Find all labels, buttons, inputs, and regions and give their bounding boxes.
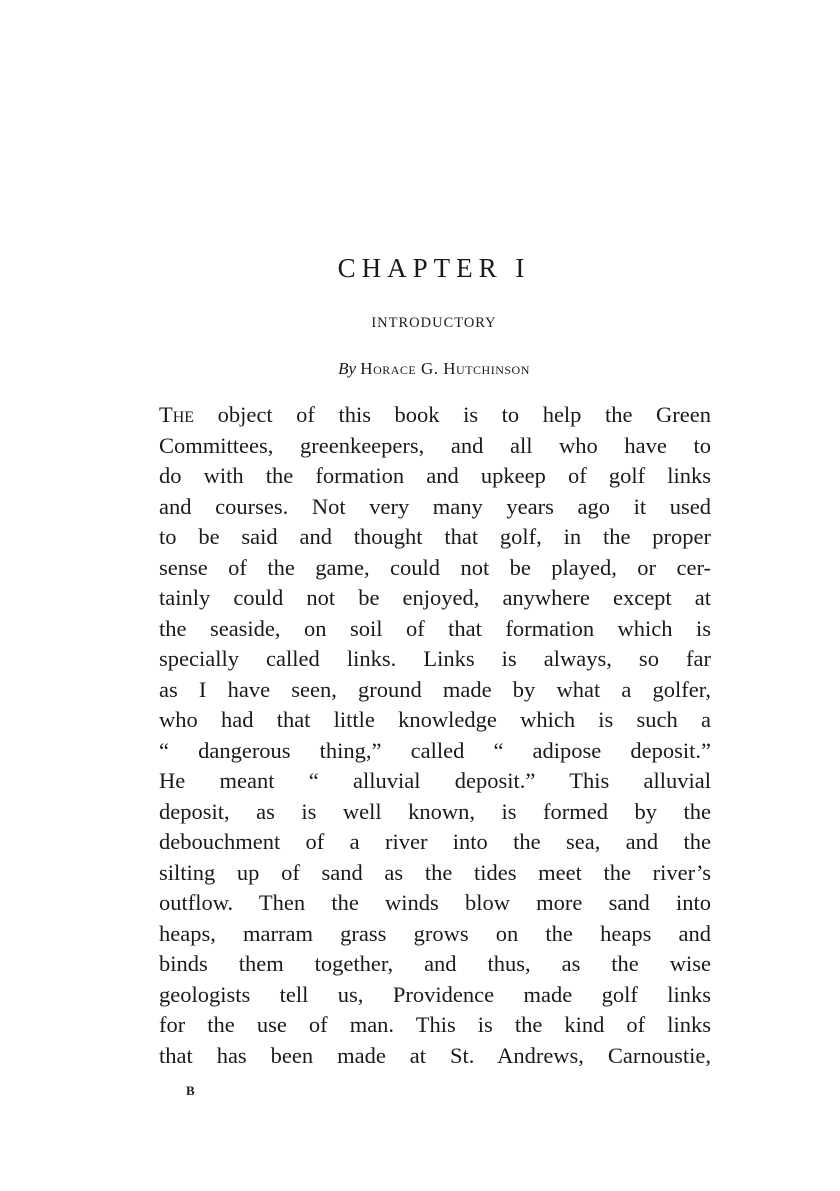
text-line: to be said and thought that golf, in the proper [159,524,711,549]
text-line: deposit, as is well known, is formed by the [159,798,711,824]
text-line: for the use of man. This is the kind of links [159,1012,711,1037]
text-line: tainly could not be enjoyed, anywhere except at [159,585,711,610]
text-line: debouchment of a river into the sea, and the [159,829,711,854]
text-line: who had that little knowledge which is such a [159,707,711,732]
text-line-content: object of this book is to help the Green [194,402,711,427]
byline-prefix: By [338,359,357,378]
text-line: He meant “ alluvial deposit.” This alluvial [159,768,711,793]
text-line: binds them together, and thus, as the wise [159,951,711,976]
section-title: INTRODUCTORY [371,315,497,331]
text-line [159,400,711,431]
byline [0,358,840,380]
chapter-title: CHAPTER I [337,253,531,283]
text-line: the seaside, on soil of that formation which is [159,615,711,641]
text-line: outflow. Then the winds blow more sand into [159,890,711,915]
opening-word: The [159,402,195,427]
author-name: Horace G. Hutchinson [360,359,530,378]
text-line: as I have seen, ground made by what a golfer, [159,676,711,702]
text-line: and courses. Not very many years ago it used [159,493,711,519]
text-line: do with the formation and upkeep of golf links [159,463,711,488]
body-text [159,400,711,1071]
text-line: sense of the game, could not be played, or cer- [159,554,711,580]
text-line: “ dangerous thing,” called “ adipose deposit.” [159,737,711,763]
text-line: geologists tell us, Providence made golf links [159,981,711,1007]
text-line: Committees, greenkeepers, and all who have to [159,432,711,458]
text-line: heaps, marram grass grows on the heaps and [159,920,711,946]
text-line: silting up of sand as the tides meet the river’s [159,859,711,885]
text-line: specially called links. Links is always, so far [159,646,711,671]
signature-mark: B [186,1083,196,1098]
text-line: that has been made at St. Andrews, Carnoustie, [159,1042,711,1068]
